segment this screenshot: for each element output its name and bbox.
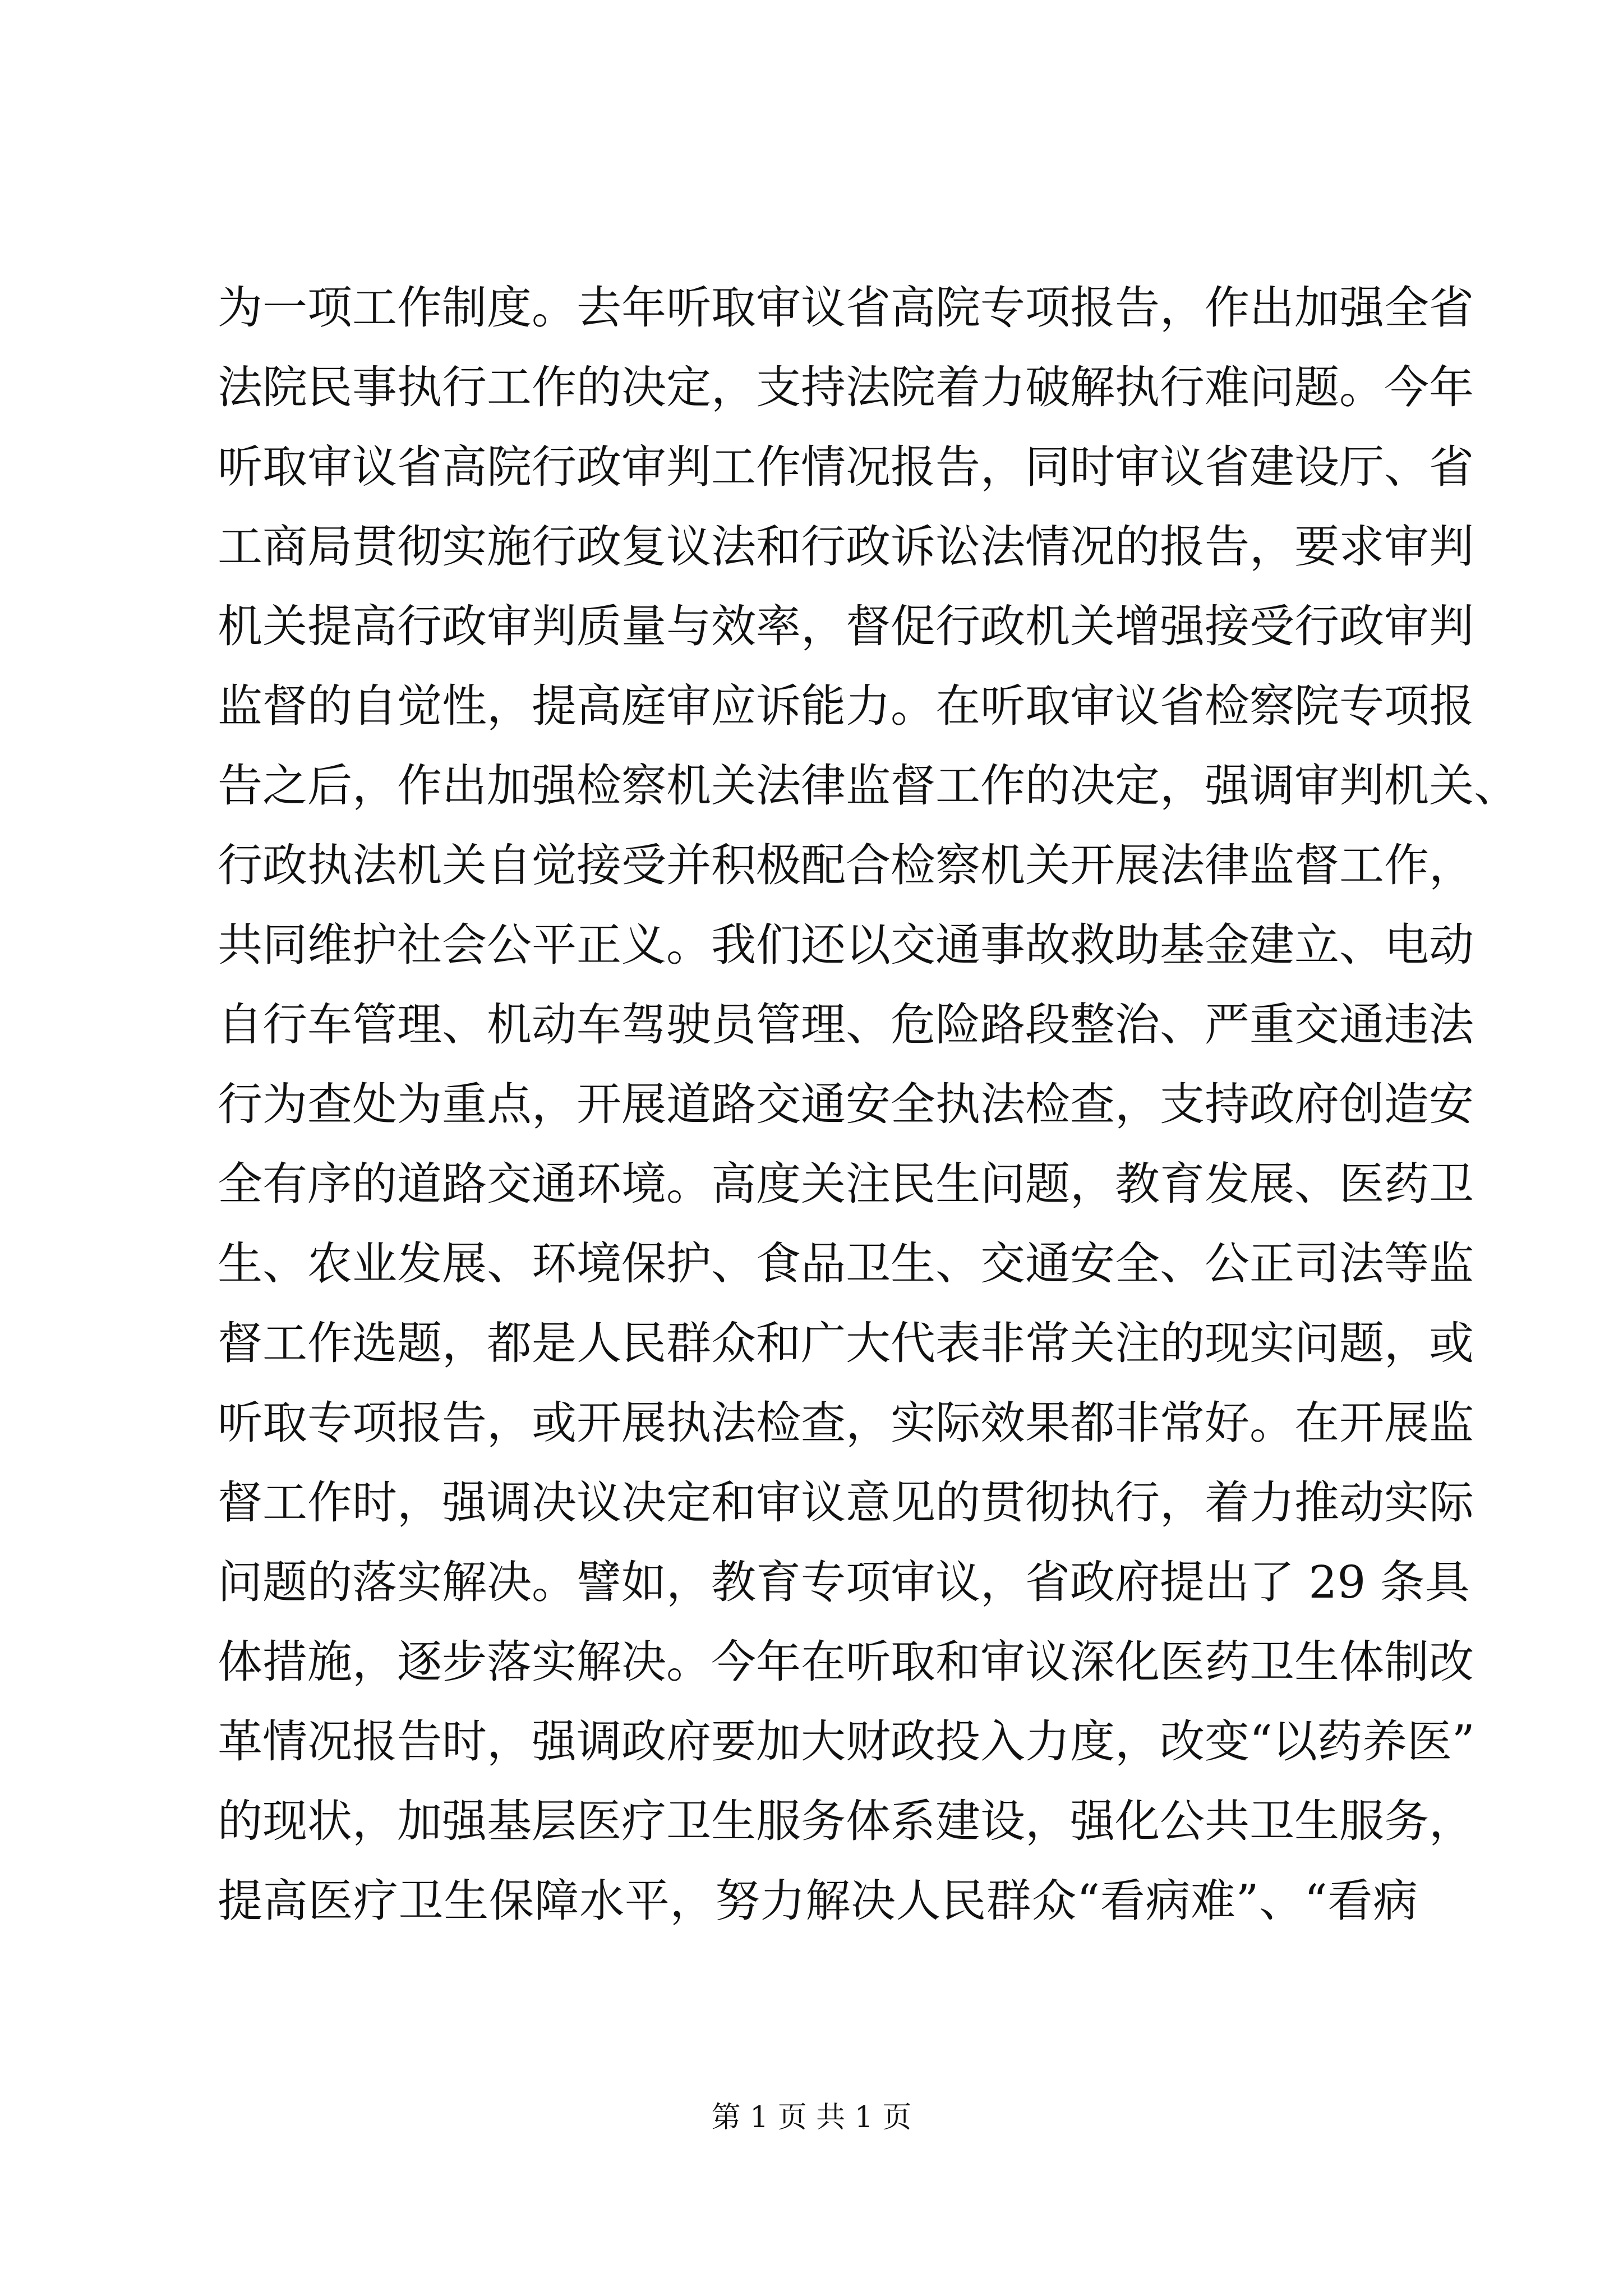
text-line: 听取审议省高院行政审判工作情况报告，同时审议省建设厅、省	[218, 441, 1474, 493]
text-line: 告之后，作出加强检察机关法律监督工作的决定，强调审判机关、	[218, 760, 1519, 812]
text-line: 为一项工作制度。去年听取审议省高院专项报告，作出加强全省	[218, 282, 1474, 334]
text-line: 法院民事执行工作的决定，支持法院着力破解执行难问题。今年	[218, 361, 1474, 413]
text-line: 行为查处为重点，开展道路交通安全执法检查，支持政府创造安	[218, 1078, 1474, 1130]
text-line: 生、农业发展、环境保护、食品卫生、交通安全、公正司法等监	[218, 1237, 1474, 1290]
text-line: 自行车管理、机动车驾驶员管理、危险路段整治、严重交通违法	[218, 999, 1474, 1051]
text-line: 工商局贯彻实施行政复议法和行政诉讼法情况的报告，要求审判	[218, 521, 1474, 573]
text-line: 共同维护社会公平正义。我们还以交通事故救助基金建立、电动	[218, 919, 1474, 971]
text-line: 问题的落实解决。譬如，教育专项审议，省政府提出了 29 条具	[218, 1556, 1470, 1608]
text-line: 督工作选题，都是人民群众和广大代表非常关注的现实问题，或	[218, 1317, 1474, 1369]
text-line: 机关提高行政审判质量与效率，督促行政机关增强接受行政审判	[218, 600, 1474, 652]
text-line: 革情况报告时，强调政府要加大财政投入力度，改变“以药养医”	[218, 1715, 1475, 1768]
text-line: 督工作时，强调决议决定和审议意见的贯彻执行，着力推动实际	[218, 1476, 1474, 1529]
text-line: 行政执法机关自觉接受并积极配合检察机关开展法律监督工作，	[218, 839, 1474, 891]
text-line: 听取专项报告，或开展执法检查，实际效果都非常好。在开展监	[218, 1397, 1474, 1449]
body-text	[218, 268, 1519, 1941]
text-line: 监督的自觉性，提高庭审应诉能力。在听取审议省检察院专项报	[218, 680, 1474, 732]
page-number-footer: 第 1 页 共 1 页	[711, 2101, 912, 2134]
text-line: 的现状，加强基层医疗卫生服务体系建设，强化公共卫生服务，	[218, 1795, 1474, 1847]
text-line: 提高医疗卫生保障水平，努力解决人民群众“看病难”、“看病	[218, 1875, 1418, 1927]
text-line: 体措施，逐步落实解决。今年在听取和审议深化医药卫生体制改	[218, 1636, 1474, 1688]
text-line: 全有序的道路交通环境。高度关注民生问题，教育发展、医药卫	[218, 1158, 1474, 1210]
